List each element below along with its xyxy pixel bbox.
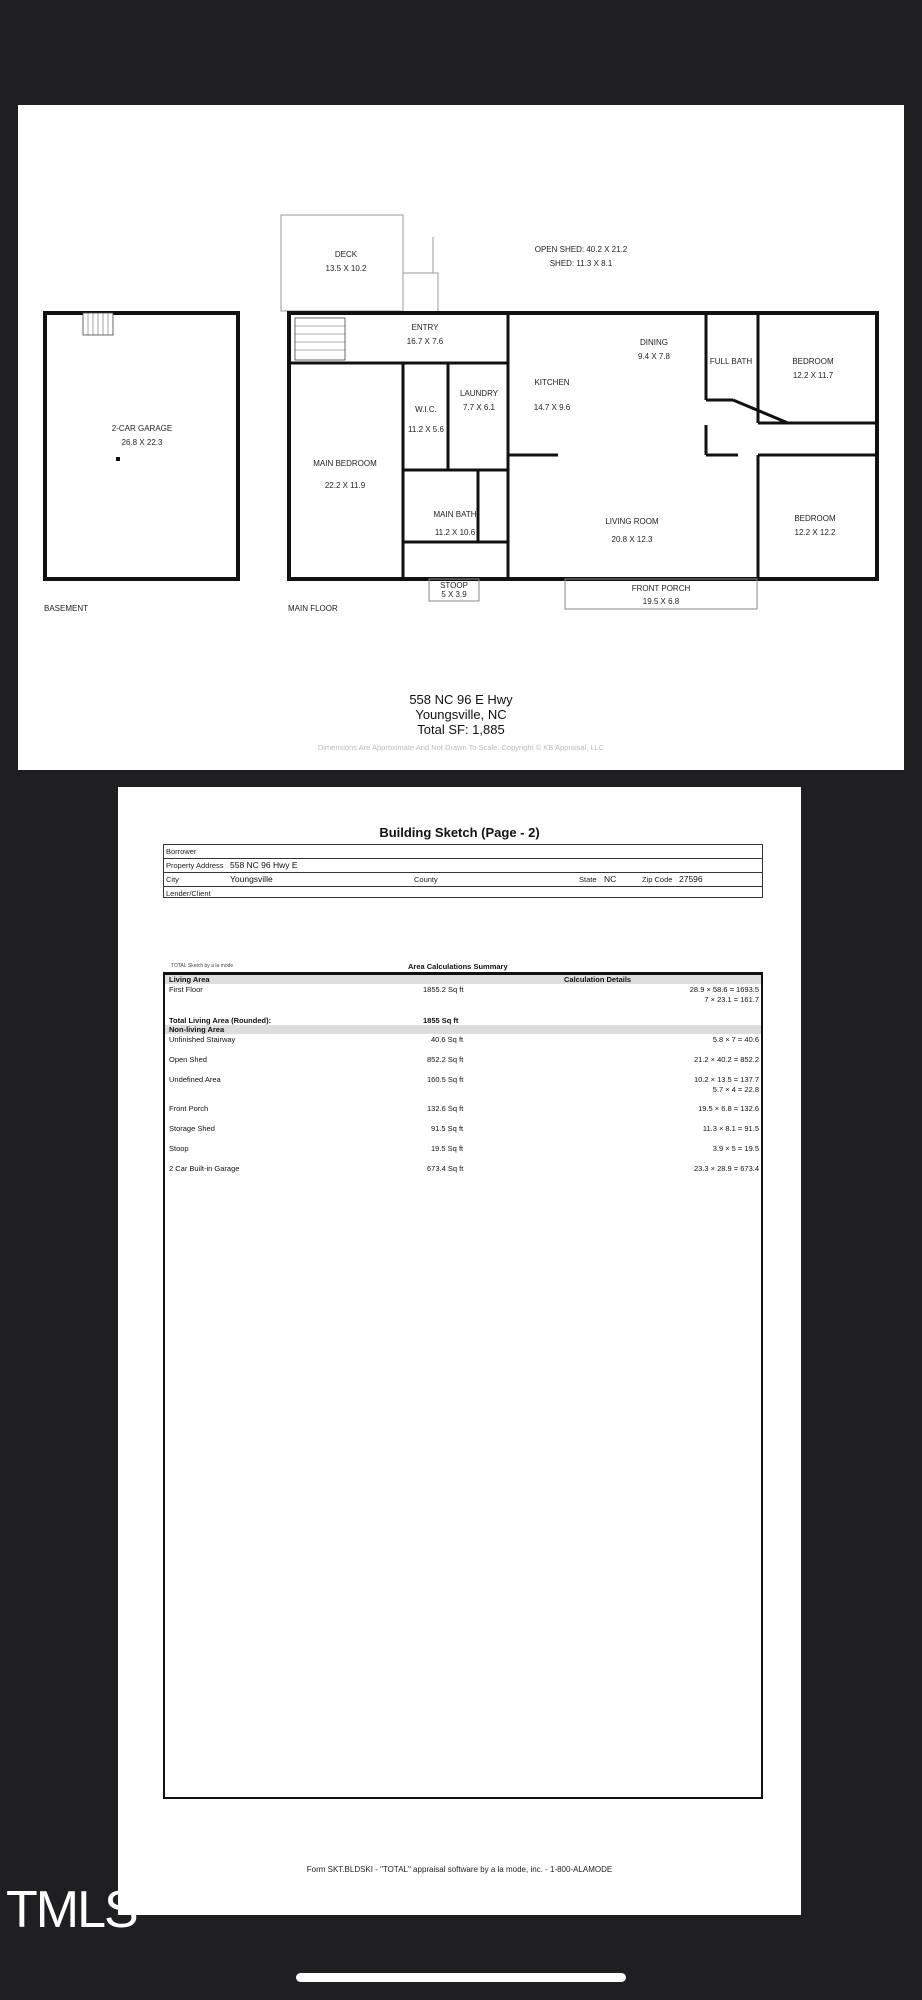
sketch-software-note: TOTAL Sketch by a la mode xyxy=(171,963,234,969)
stoop-dims: 5 X 3.9 xyxy=(441,590,467,599)
garage-dims: 26.8 X 22.3 xyxy=(121,438,163,447)
row-calc: 19.5 × 6.8 = 132.6 xyxy=(698,1104,759,1113)
deck-outline xyxy=(281,215,438,311)
area-summary-title: Area Calculations Summary xyxy=(408,962,508,971)
total-sf: Total SF: 1,885 xyxy=(417,722,505,737)
first-floor-name: First Floor xyxy=(169,985,203,994)
row-calc: 5.8 × 7 = 40.6 xyxy=(712,1035,759,1044)
home-indicator-bar[interactable] xyxy=(296,1973,626,1982)
row-area: 40.6 Sq ft xyxy=(431,1035,464,1044)
non-living-band xyxy=(165,1025,761,1034)
interior-walls xyxy=(289,313,877,579)
basement-label: BASEMENT xyxy=(44,604,89,613)
non-living-label: Non-living Area xyxy=(169,1025,225,1034)
address-line1: 558 NC 96 E Hwy xyxy=(409,692,513,707)
first-floor-calc1: 28.9 × 58.6 = 1693.5 xyxy=(689,985,759,994)
row-name: Undefined Area xyxy=(169,1075,221,1084)
deck-label: DECK xyxy=(334,250,358,259)
first-floor-area: 1855.2 Sq ft xyxy=(423,985,464,994)
front-porch-dims: 19.5 X 6.8 xyxy=(642,597,680,606)
row-area: 852.2 Sq ft xyxy=(427,1055,464,1064)
row-area: 19.5 Sq ft xyxy=(431,1144,464,1153)
state-label: State xyxy=(579,875,597,884)
laundry-dims: 7.7 X 6.1 xyxy=(462,403,496,412)
kitchen-dims: 14.7 X 9.6 xyxy=(533,403,571,412)
bedroom2-label: BEDROOM xyxy=(794,514,836,523)
house-walls xyxy=(289,313,877,579)
floor-plan-drawing xyxy=(18,105,904,770)
total-living-label: Total Living Area (Rounded): xyxy=(169,1016,272,1025)
main-bath-dims: 11.2 X 10.6 xyxy=(434,528,476,537)
address-line2: Youngsville, NC xyxy=(415,707,507,722)
row-area: 673.4 Sq ft xyxy=(427,1164,464,1173)
wic-dims: 11.2 X 5.6 xyxy=(408,425,444,434)
row-area: 132.6 Sq ft xyxy=(427,1104,464,1113)
row-area: 160.5 Sq ft xyxy=(427,1075,464,1084)
calc-details-label: Calculation Details xyxy=(564,975,632,984)
open-shed-label: OPEN SHED: 40.2 X 21.2 xyxy=(534,245,628,254)
row-calc-2: 5.7 × 4 = 22.8 xyxy=(712,1085,759,1094)
zip-label: Zip Code xyxy=(642,875,673,884)
row-calc: 21.2 × 40.2 = 852.2 xyxy=(693,1055,759,1064)
zip-value: 27596 xyxy=(679,874,703,884)
row-name: Front Porch xyxy=(169,1104,209,1113)
row-calc: 10.2 × 13.5 = 137.7 xyxy=(693,1075,759,1084)
borrower-label: Borrower xyxy=(166,847,197,856)
sketch-title: Building Sketch (Page - 2) xyxy=(379,825,540,840)
dining-dims: 9.4 X 7.8 xyxy=(637,352,671,361)
main-floor-label: MAIN FLOOR xyxy=(288,604,338,613)
garage-post xyxy=(116,457,120,461)
wic-label: W.I.C. xyxy=(415,405,437,414)
living-area-band xyxy=(165,975,761,984)
county-label: County xyxy=(414,875,438,884)
row-name: Open Shed xyxy=(169,1055,207,1064)
entry-stair-icon xyxy=(295,318,345,360)
state-value: NC xyxy=(604,874,617,884)
property-address-label: Property Address xyxy=(166,861,224,870)
main-bedroom-dims: 22.2 X 11.9 xyxy=(324,481,366,490)
row-area: 91.5 Sq ft xyxy=(431,1124,464,1133)
front-porch-label: FRONT PORCH xyxy=(631,584,691,593)
stoop-label: STOOP xyxy=(440,581,468,590)
bedroom1-dims: 12.2 X 11.7 xyxy=(792,371,834,380)
dining-label: DINING xyxy=(640,338,668,347)
property-address-block xyxy=(18,692,904,737)
form-footer: Form SKT.BLDSKI - "TOTAL" appraisal software by a la mode, inc. - 1-800-ALAMODE xyxy=(306,1865,613,1874)
row-name: Stoop xyxy=(169,1144,189,1153)
entry-dims: 16.7 X 7.6 xyxy=(406,337,444,346)
row-name: 2 Car Built-in Garage xyxy=(169,1164,240,1173)
row-calc: 11.3 × 8.1 = 91.5 xyxy=(702,1124,759,1133)
bedroom2-dims: 12.2 X 12.2 xyxy=(794,528,836,537)
row-name: Storage Shed xyxy=(169,1124,215,1133)
property-address-value: 558 NC 96 Hwy E xyxy=(230,860,298,870)
sketch-header-form xyxy=(163,844,763,898)
row-calc: 3.9 × 5 = 19.5 xyxy=(712,1144,759,1153)
entry-label: ENTRY xyxy=(411,323,439,332)
city-value: Youngsville xyxy=(230,874,273,884)
deck-dims: 13.5 X 10.2 xyxy=(325,264,367,273)
shed-dims: SHED: 11.3 X 8.1 xyxy=(549,259,613,268)
main-bedroom-label: MAIN BEDROOM xyxy=(313,459,377,468)
area-calculations-table xyxy=(163,972,763,1799)
row-calc: 23.3 × 28.9 = 673.4 xyxy=(693,1164,759,1173)
building-sketch-page xyxy=(118,787,801,1915)
garage-label: 2-CAR GARAGE xyxy=(111,424,173,433)
living-room-label: LIVING ROOM xyxy=(605,517,659,526)
living-room-dims: 20.8 X 12.3 xyxy=(611,535,653,544)
row-name: Unfinished Stairway xyxy=(169,1035,236,1044)
total-living-value: 1855 Sq ft xyxy=(423,1016,459,1025)
city-label: City xyxy=(166,875,179,884)
lender-label: Lender/Client xyxy=(166,889,211,898)
full-bath-label: FULL BATH xyxy=(709,357,753,366)
tmls-watermark: TMLS xyxy=(6,1881,137,1939)
disclaimer-text: Dimensions Are Approximate And Not Drawn To Scale. Copyright © KB Appraisal, LLC xyxy=(317,743,605,752)
bedroom1-label: BEDROOM xyxy=(792,357,834,366)
living-area-label: Living Area xyxy=(169,975,210,984)
floor-plan-panel xyxy=(18,105,904,770)
kitchen-label: KITCHEN xyxy=(534,378,570,387)
laundry-label: LAUNDRY xyxy=(459,389,499,398)
first-floor-calc2: 7 × 23.1 = 161.7 xyxy=(704,995,759,1004)
main-bath-label: MAIN BATH xyxy=(433,510,477,519)
